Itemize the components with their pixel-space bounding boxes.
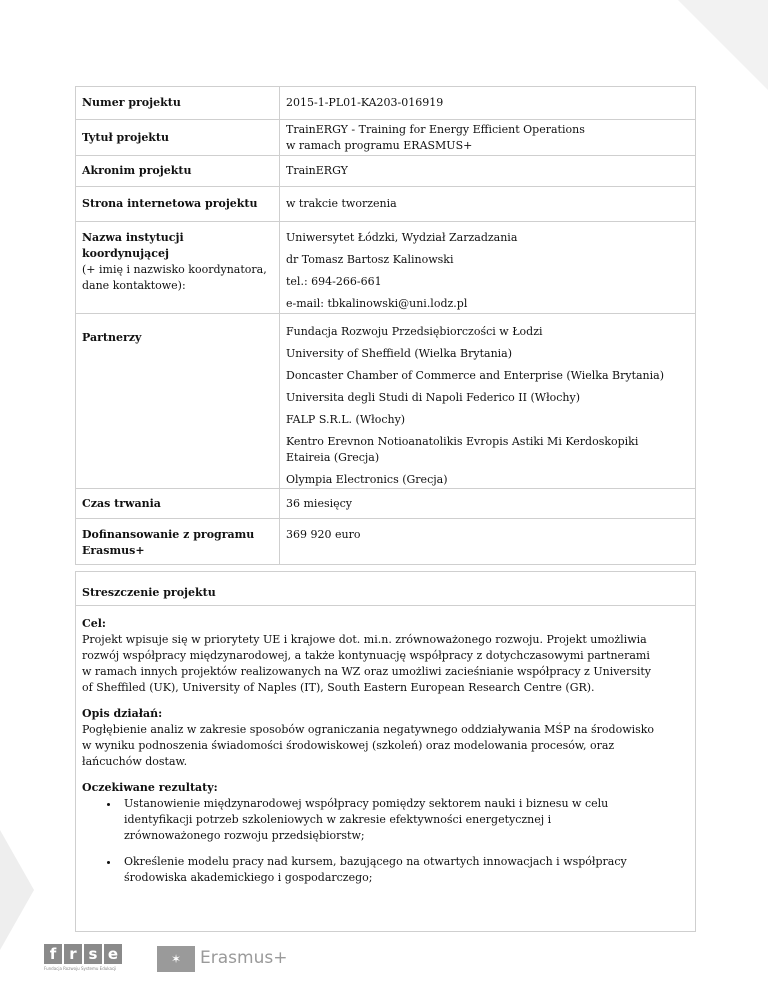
summary-title: Streszczenie projektu bbox=[76, 572, 695, 606]
row-label: Strona internetowa projektu bbox=[76, 187, 280, 222]
table-row bbox=[76, 519, 696, 565]
frse-letter: s bbox=[84, 944, 102, 964]
row-value: w trakcie tworzenia bbox=[280, 187, 696, 222]
row-value: 36 miesięcy bbox=[280, 489, 696, 519]
erasmus-logo-text: Erasmus+ bbox=[200, 948, 288, 968]
goal-text: Projekt wpisuje się w priorytety UE i krajowe dot. mi.n. zrównoważonego rozwoju. Projekt umożliwia rozwój współpracy międzynarodowej, a także kontynuację współpracy z dotychczasowymi partnerami w ramach innych projektów realizowanych na WZ oraz umożliwi zacieśnianie współpracy z University of Sheffiled (UK), University of Naples (IT), South Eastern European Research Centre (GR). bbox=[82, 633, 651, 694]
row-label: Akronim projektu bbox=[76, 156, 280, 187]
side-decoration bbox=[0, 830, 34, 950]
table-row bbox=[76, 87, 696, 120]
table-row bbox=[76, 120, 696, 156]
funding-label: Dofinansowanie z programu Erasmus+ bbox=[76, 519, 280, 565]
corner-decoration bbox=[678, 0, 768, 90]
row-label: Numer projektu bbox=[76, 87, 280, 120]
results-title: Oczekiwane rezultaty: bbox=[82, 781, 218, 794]
actions-title: Opis działań: bbox=[82, 707, 163, 720]
partners-list: Fundacja Rozwoju Przedsiębiorczości w Łodzi University of Sheffield (Wielka Brytania) Doncaster Chamber of Commerce and Enterprise (Wielka Brytania) Universita degli Studi di Napoli Federico II (Włochy) FALP S.R.L. (Włochy) Kentro Erevnon Notioanatolikis Evropis Astiki Mi Kerdoskopiki Etaireia (Grecja) Olympia Electronics (Grecja) bbox=[280, 314, 696, 489]
actions-text: Pogłębienie analiz w zakresie sposobów ograniczania negatywnego oddziaływania MŚP na środowisko w wyniku podnoszenia świadomości środowiskowej (szkoleń) oraz modelowania procesów, oraz łańcuchów dostaw. bbox=[82, 723, 655, 768]
project-info-table bbox=[75, 86, 696, 565]
row-label: Tytuł projektu bbox=[76, 120, 280, 156]
frse-caption: Fundacja Rozwoju Systemu Edukacji bbox=[44, 966, 117, 971]
row-value: TrainERGY - Training for Energy Efficient Operations w ramach programu ERASMUS+ bbox=[280, 120, 696, 156]
row-label: Czas trwania bbox=[76, 489, 280, 519]
row-value: 2015-1-PL01-KA203-016919 bbox=[280, 87, 696, 120]
results-list bbox=[82, 796, 689, 886]
table-row bbox=[76, 187, 696, 222]
funding-value: 369 920 euro bbox=[280, 519, 696, 565]
frse-letter: f bbox=[44, 944, 62, 964]
frse-logo bbox=[44, 944, 124, 974]
coordinator-label: Nazwa instytucji koordynującej (+ imię i nazwisko koordynatora, dane kontaktowe): bbox=[76, 222, 280, 314]
table-row bbox=[76, 222, 696, 314]
partners-label: Partnerzy bbox=[76, 314, 280, 489]
project-summary bbox=[75, 571, 696, 932]
frse-letter: r bbox=[64, 944, 82, 964]
coordinator-value: Uniwersytet Łódzki, Wydział Zarzadzania dr Tomasz Bartosz Kalinowski tel.: 694-266-661 e-mail: tbkalinowski@uni.lodz.pl bbox=[280, 222, 696, 314]
table-row bbox=[76, 314, 696, 489]
list-item: • Ustanowienie międzynarodowej współpracy pomiędzy sektorem nauki i biznesu w celu identyfikacji potrzeb szkoleniowych w zakresie efektywności energetycznej i zrównoważonego rozwoju przedsiębiorstw; bbox=[120, 796, 689, 844]
frse-letter: e bbox=[104, 944, 122, 964]
row-value: TrainERGY bbox=[280, 156, 696, 187]
goal-title: Cel: bbox=[82, 617, 106, 630]
eu-flag-icon: ✶ bbox=[157, 946, 195, 972]
table-row bbox=[76, 156, 696, 187]
list-item: • Określenie modelu pracy nad kursem, bazującego na otwartych innowacjach i współpracy środowiska akademickiego i gospodarczego; bbox=[120, 854, 689, 886]
table-row bbox=[76, 489, 696, 519]
summary-body bbox=[76, 606, 695, 886]
